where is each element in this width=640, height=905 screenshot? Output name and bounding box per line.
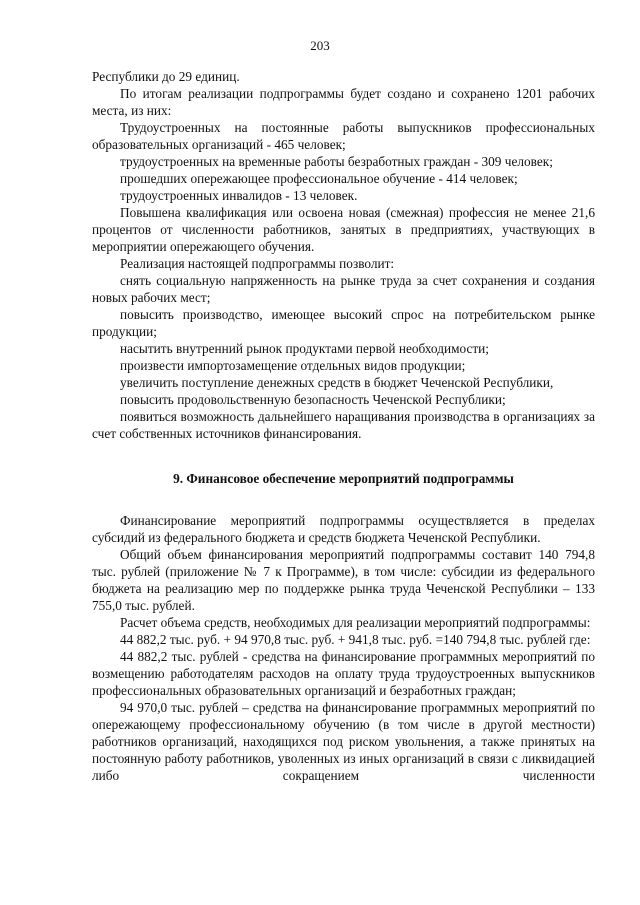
section-heading: 9. Финансовое обеспечение мероприятий подпрограммы (173, 471, 514, 486)
paragraph: Реализация настоящей подпрограммы позволит: (120, 256, 395, 271)
list-item: прошедших опережающее профессиональное обучение - 414 человек; (120, 171, 518, 186)
formula-paragraph: 44 882,2 тыс. руб. + 94 970,8 тыс. руб. + 941,8 тыс. руб. =140 794,8 тыс. рублей где: (120, 632, 591, 647)
paragraph: 94 970,0 тыс. рублей – средства на финансирование программных мероприятий по опережающему профессиональному обучению (в том числе в другой местности) работников организаций, находящихся под риском увольнения, а также принятых на постоянную работу работников, уволенных из иных организаций в связи с ликвидацией либо сокращением численности (92, 700, 595, 783)
list-item: трудоустроенных инвалидов - 13 человек. (120, 188, 358, 203)
paragraph: Финансирование мероприятий подпрограммы осуществляется в пределах субсидий из федерального бюджета и средств бюджета Чеченской Республики. (92, 513, 595, 545)
paragraph: 44 882,2 тыс. рублей - средства на финансирование программных мероприятий по возмещению работодателям расходов на оплату труда трудоустроенных выпускников профессиональных образовательных организаций и безработных граждан; (92, 649, 595, 698)
list-item: трудоустроенных на временные работы безработных граждан - 309 человек; (120, 154, 553, 169)
paragraph: Общий объем финансирования мероприятий подпрограммы составит 140 794,8 тыс. рублей (приложение № 7 к Программе), в том числе: субсидии из федерального бюджета на реализацию мер по поддержке рынка труда Чеченской Республики – 133 755,0 тыс. рублей. (92, 547, 595, 613)
list-item: повысить продовольственную безопасность Чеченской Республики; (120, 392, 506, 407)
list-item: повысить производство, имеющее высокий спрос на потребительском рынке продукции; (92, 307, 595, 339)
paragraph: Трудоустроенных на постоянные работы выпускников профессиональных образовательных организаций - 465 человек; (92, 120, 595, 152)
document-body (92, 68, 595, 784)
list-item: произвести импортозамещение отдельных видов продукции; (120, 358, 466, 373)
list-item: появиться возможность дальнейшего наращивания производства в организациях за счет собственных источников финансирования. (92, 409, 595, 441)
paragraph: Республики до 29 единиц. (92, 69, 240, 84)
paragraph: По итогам реализации подпрограммы будет создано и сохранено 1201 рабочих места, из них: (92, 86, 595, 118)
page-number: 203 (310, 38, 330, 53)
paragraph: Расчет объема средств, необходимых для реализации мероприятий подпрограммы: (120, 615, 591, 630)
list-item: увеличить поступление денежных средств в бюджет Чеченской Республики, (120, 375, 554, 390)
paragraph: Повышена квалификация или освоена новая (смежная) профессия не менее 21,6 процентов от численности работников, занятых в предприятиях, участвующих в мероприятии опережающего обучения. (92, 205, 595, 254)
list-item: снять социальную напряженность на рынке труда за счет сохранения и создания новых рабочих мест; (92, 273, 595, 305)
list-item: насытить внутренний рынок продуктами первой необходимости; (120, 341, 489, 356)
